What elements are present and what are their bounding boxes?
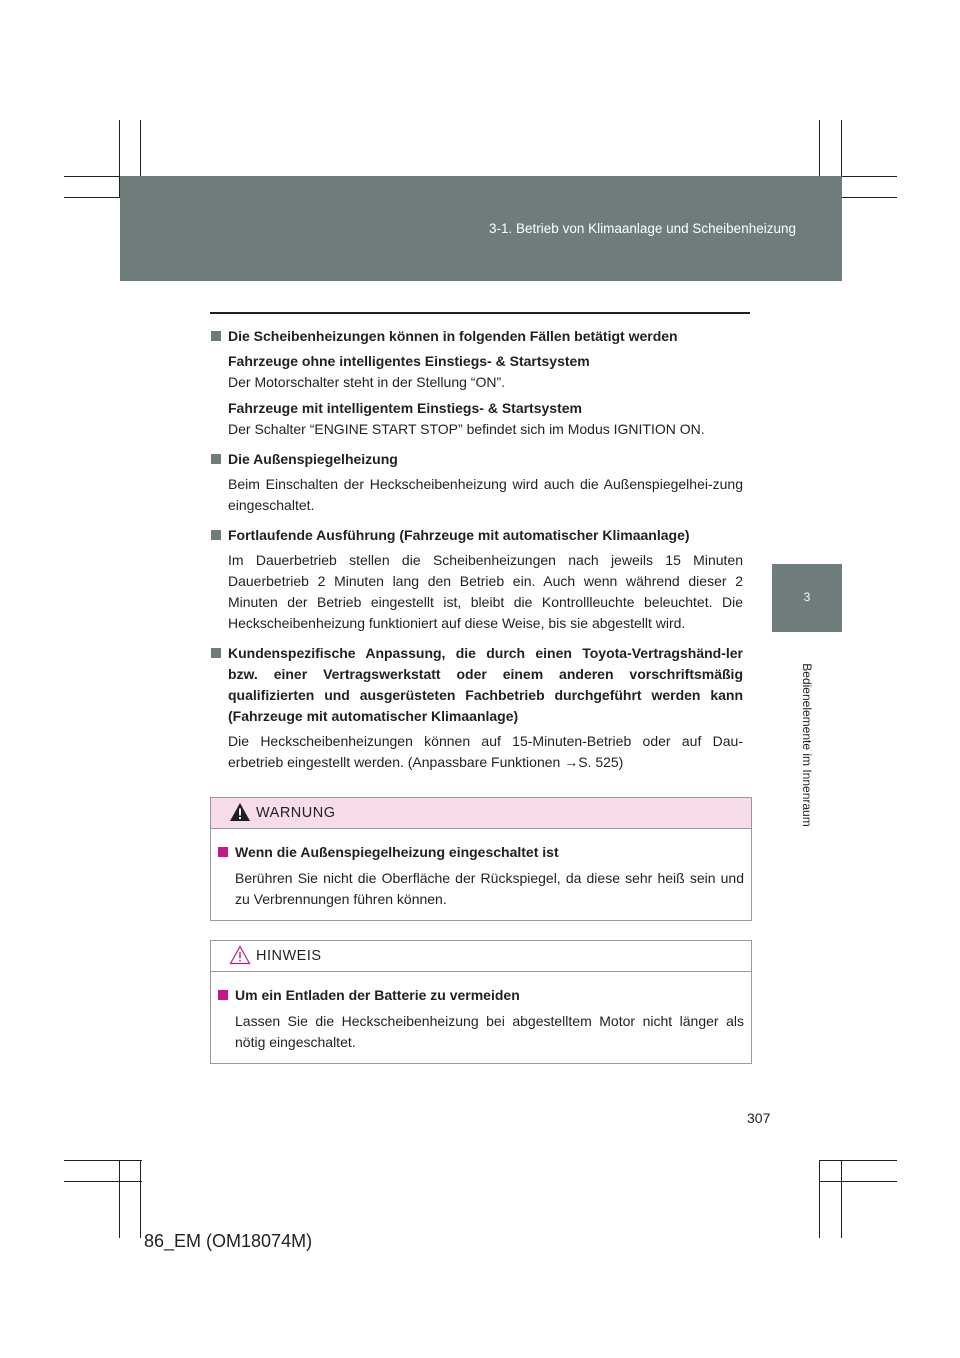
notice-text: Lassen Sie die Heckscheibenheizung bei abgestelltem Motor nicht länger als nötig eingeschaltet. <box>235 1013 744 1050</box>
section-title <box>211 449 743 470</box>
section-title <box>211 643 743 727</box>
warning-triangle-icon <box>229 802 251 822</box>
paragraph-text: Beim Einschalten der Heckscheibenheizung wird auch die Außenspiegelhei-zung eingeschaltet. <box>228 476 743 513</box>
chapter-side-label <box>797 645 817 845</box>
chapter-tab <box>772 564 842 632</box>
section-title <box>211 525 743 546</box>
square-bullet-icon <box>211 648 221 658</box>
header-band <box>120 176 842 281</box>
section-title-text: Die Scheibenheizungen können in folgenden Fällen betätigt werden <box>228 328 678 344</box>
chapter-number: 3 <box>803 590 811 604</box>
warning-title <box>218 842 744 863</box>
section <box>211 525 743 634</box>
warning-body <box>211 829 751 910</box>
crop-mark <box>819 1160 897 1161</box>
crop-mark <box>119 1160 120 1238</box>
main-content <box>211 326 743 782</box>
crop-mark <box>64 1160 142 1161</box>
page-number: 307 <box>747 1110 771 1126</box>
square-bullet-icon <box>211 454 221 464</box>
section <box>211 326 743 440</box>
warning-text: Berühren Sie nicht die Oberfläche der Rückspiegel, da diese sehr heiß sein und zu Verbrennungen führen können. <box>235 870 744 907</box>
section-header-title: 3-1. Betrieb von Klimaanlage und Scheibenheizung <box>489 221 796 236</box>
caution-triangle-icon <box>229 945 251 965</box>
warning-header <box>211 798 751 829</box>
paragraph <box>211 398 743 440</box>
square-bullet-icon <box>218 990 228 1000</box>
crop-mark <box>64 1181 142 1182</box>
section-title-text: Die Außenspiegelheizung <box>228 451 398 467</box>
top-rule <box>210 312 750 314</box>
notice-header <box>211 941 751 972</box>
square-bullet-icon <box>218 847 228 857</box>
crop-mark <box>841 1160 842 1238</box>
notice-title-text: Um ein Entladen der Batterie zu vermeiden <box>235 987 520 1003</box>
section-title <box>211 326 743 347</box>
square-bullet-icon <box>211 331 221 341</box>
section <box>211 643 743 773</box>
square-bullet-icon <box>211 530 221 540</box>
subheading: Fahrzeuge mit intelligentem Einstiegs- & Startsystem <box>228 400 582 416</box>
notice-label: HINWEIS <box>256 948 322 964</box>
subheading: Fahrzeuge ohne intelligentes Einstiegs- & Startsystem <box>228 353 590 369</box>
warning-box <box>210 797 752 921</box>
paragraph-text: Im Dauerbetrieb stellen die Scheibenheizungen nach jeweils 15 Minuten Dauerbetrieb 2 Minuten lang den Betrieb ein. Auch wenn während dieser 2 Minuten der Betrieb eingestellt ist, bleibt die Kontrollleuchte beleuchtet. Die Heckscheibenheizung funktioniert auf diese Weise, bis sie abgestellt wird. <box>228 552 743 631</box>
notice-body <box>211 972 751 1053</box>
crop-mark <box>819 1160 820 1238</box>
section-title-text: Kundenspezifische Anpassung, die durch einen Toyota-Vertragshänd-ler bzw. einer Vertragswerkstatt oder einem anderen vorschriftsmäßig qualifizierten und ausgerüsteten Fachbetrieb durchgeführt werden kann (Fahrzeuge mit automatischer Klimaanlage) <box>228 645 743 724</box>
notice-box <box>210 940 752 1064</box>
warning-label: WARNUNG <box>256 805 336 821</box>
paragraph <box>211 351 743 393</box>
warning-title-text: Wenn die Außenspiegelheizung eingeschaltet ist <box>235 844 559 860</box>
crop-mark <box>819 1181 897 1182</box>
section <box>211 449 743 516</box>
section-title-text: Fortlaufende Ausführung (Fahrzeuge mit automatischer Klimaanlage) <box>228 527 690 543</box>
notice-title <box>218 985 744 1006</box>
paragraph-text: Die Heckscheibenheizungen können auf 15-Minuten-Betrieb oder auf Dau-erbetrieb eingestellt werden. (Anpassbare Funktionen →S. 525) <box>228 733 743 770</box>
paragraph-text: Der Schalter “ENGINE START STOP” befindet sich im Modus IGNITION ON. <box>228 421 705 437</box>
chapter-label-text: Bedienelemente im Innenraum <box>800 663 814 827</box>
footer-code: 86_EM (OM18074M) <box>144 1231 313 1251</box>
crop-mark <box>140 1160 141 1238</box>
paragraph-text: Der Motorschalter steht in der Stellung “ON”. <box>228 374 505 390</box>
